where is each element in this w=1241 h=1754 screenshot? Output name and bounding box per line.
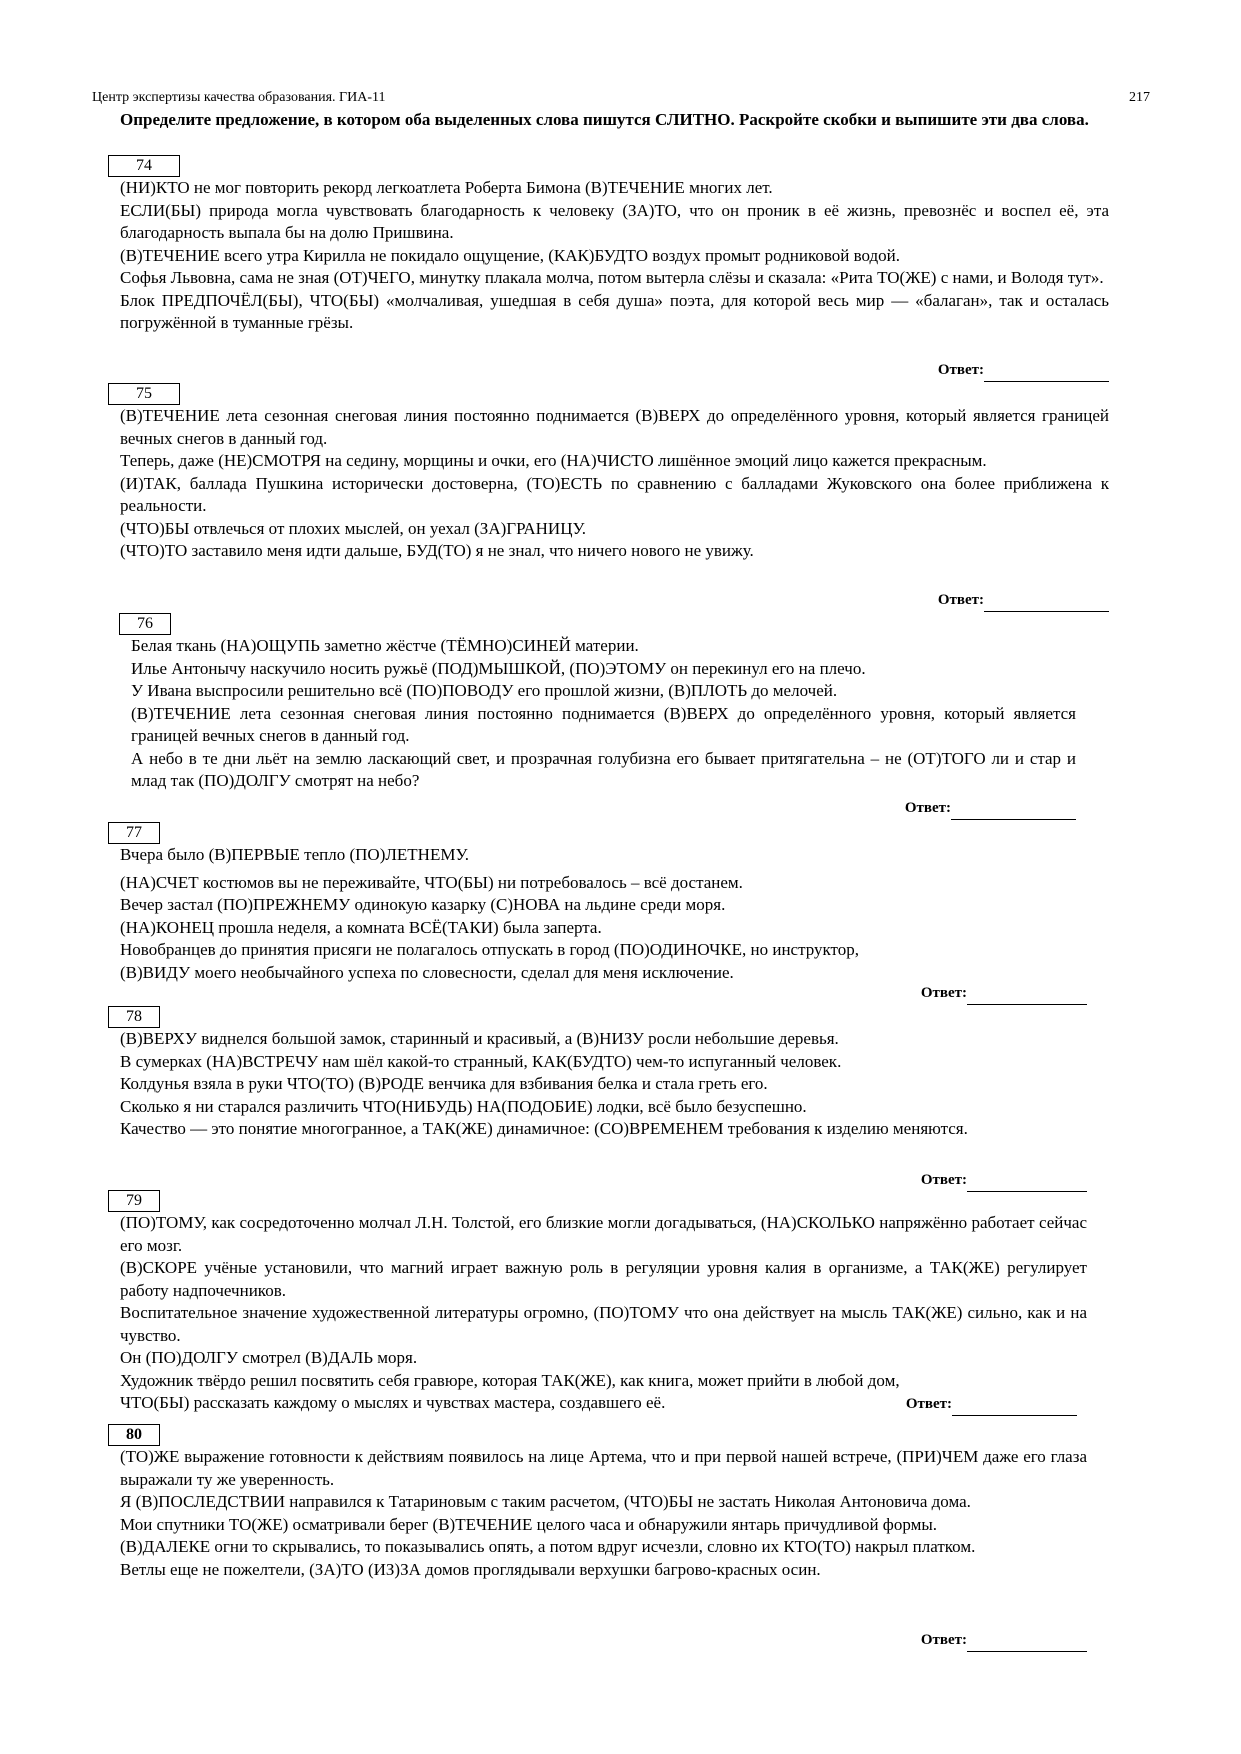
task-75 xyxy=(120,383,1109,608)
task-number: 74 xyxy=(108,155,180,177)
task-74 xyxy=(120,155,1109,378)
answer-field[interactable] xyxy=(938,589,1109,612)
sentence: (НА)СЧЕТ костюмов вы не переживайте, ЧТО(БЫ) ни потребовалось – всё достанем. xyxy=(120,872,743,892)
sentence: Новобранцев до принятия присяги не полагалось отпускать в город (ПО)ОДИНОЧКЕ, но инструктор, xyxy=(120,940,860,959)
sentence: (ЧТО)ТО заставило меня идти дальше, БУД(ТО) я не знал, что ничего нового не увижу. xyxy=(120,541,754,560)
task-instruction: Определите предложение, в котором оба выделенных слова пишутся СЛИТНО. Раскройте скобки и выпишите эти два слова. xyxy=(120,110,1089,129)
sentence: А небо в те дни льёт на землю ласкающий свет, и прозрачная голубизна его бывает притягательна – не (ОТ)ТОГО ли и стар и млад так (ПО)ДОЛГУ смотрят на небо? xyxy=(131,748,1076,790)
task-79 xyxy=(120,1190,1087,1415)
answer-label: Ответ: xyxy=(905,1396,952,1412)
answer-label: Ответ: xyxy=(920,1172,967,1188)
answer-field[interactable] xyxy=(921,1629,1087,1652)
sentence: У Ивана выспросили решительно всё (ПО)ПОВОДУ его прошлой жизни, (В)ПЛОТЬ до мелочей. xyxy=(131,681,838,700)
answer-label: Ответ: xyxy=(937,592,984,608)
answer-label: Ответ: xyxy=(920,1632,967,1648)
sentence: (В)ТЕЧЕНИЕ лета сезонная снеговая линия постоянно поднимается (В)ВЕРХ до определённого уровня, который является границей вечных снегов в данный год. xyxy=(131,703,1076,745)
sentence: Художник твёрдо решил посвятить себя гравюре, которая ТАК(ЖЕ), как книга, может прийти в любой дом, xyxy=(120,1370,900,1390)
sentence: (В)ВИДУ моего необычайного успеха по словесности, сделал для меня исключение. xyxy=(120,962,734,982)
task-77 xyxy=(120,822,1087,1001)
sentence: Вчера было (В)ПЕРВЫЕ тепло (ПО)ЛЕТНЕМУ. xyxy=(120,845,469,864)
sentence: (В)ТЕЧЕНИЕ всего утра Кирилла не покидало ощущение, (КАК)БУДТО воздух промыт родниковой водой. xyxy=(120,245,901,265)
task-number: 77 xyxy=(108,822,160,844)
sentence: Блок ПРЕДПОЧЁЛ(БЫ), ЧТО(БЫ) «молчаливая, ушедшая в себя душа» поэта, для которой весь мир — «балаган», так и осталась погружённой в туманные грёзы. xyxy=(120,290,1109,332)
task-number: 76 xyxy=(119,613,171,635)
answer-field[interactable] xyxy=(938,359,1109,382)
task-78 xyxy=(120,1006,1087,1188)
answer-label: Ответ: xyxy=(937,362,984,378)
sentence: (В)ДАЛЕКЕ огни то скрывались, то показывались опять, а потом вдруг исчезли, словно их КТО(ТО) накрыл платком. xyxy=(120,1537,976,1556)
sentence: Качество — это понятие многогранное, а ТАК(ЖЕ) динамичное: (СО)ВРЕМЕНЕМ требования к изделию меняются. xyxy=(120,1119,968,1138)
sentence: (ПО)ТОМУ, как сосредоточенно молчал Л.Н. Толстой, его близкие могли догадываться, (НА)СКОЛЬКО напряжённо работает сейчас его мозг. xyxy=(120,1213,1087,1255)
answer-field[interactable] xyxy=(921,1169,1087,1192)
sentence: Я (В)ПОСЛЕДСТВИИ направился к Татариновым с таким расчетом, (ЧТО)БЫ не застать Николая Антоновича дома. xyxy=(120,1492,971,1511)
sentence: (ТО)ЖЕ выражение готовности к действиям появилось на лице Артема, что и при первой нашей встрече, (ПРИ)ЧЕМ даже его глаза выражали ту же уверенность. xyxy=(120,1447,1087,1489)
task-number: 80 xyxy=(108,1424,160,1446)
sentence: (ЧТО)БЫ отвлечься от плохих мыслей, он уехал (ЗА)ГРАНИЦУ. xyxy=(120,518,586,538)
answer-field[interactable] xyxy=(921,982,1087,1005)
sentence: (В)ВЕРХУ виднелся большой замок, старинный и красивый, а (В)НИЗУ росли небольшие деревья. xyxy=(120,1029,839,1048)
sentence: (В)СКОРЕ учёные установили, что магний играет важную роль в регуляции уровня калия в организме, а ТАК(ЖЕ) регулирует работу надпочечников. xyxy=(120,1258,1087,1300)
answer-label: Ответ: xyxy=(904,800,951,816)
sentence: Колдунья взяла в руки ЧТО(ТО) (В)РОДЕ венчика для взбивания белка и стала греть его. xyxy=(120,1074,768,1093)
sentence: (В)ТЕЧЕНИЕ лета сезонная снеговая линия постоянно поднимается (В)ВЕРХ до определённого уровня, который является границей вечных снегов в данный год. xyxy=(120,406,1109,448)
answer-field[interactable] xyxy=(905,797,1076,820)
task-80 xyxy=(120,1424,1087,1648)
sentence: Белая ткань (НА)ОЩУПЬ заметно жёстче (ТЁМНО)СИНЕЙ материи. xyxy=(131,636,639,655)
sentence: В сумерках (НА)ВСТРЕЧУ нам шёл какой-то странный, КАК(БУДТО) чем-то испуганный человек. xyxy=(120,1051,842,1071)
task-76 xyxy=(131,613,1076,816)
answer-field[interactable] xyxy=(906,1393,1077,1416)
answer-label: Ответ: xyxy=(920,985,967,1001)
sentence: Он (ПО)ДОЛГУ смотрел (В)ДАЛЬ моря. xyxy=(120,1348,418,1367)
task-number: 79 xyxy=(108,1190,160,1212)
header-title: Центр экспертизы качества образования. ГИА-11 xyxy=(92,90,386,105)
sentence: Сколько я ни старался различить ЧТО(НИБУДЬ) НА(ПОДОБИЕ) лодки, всё было безуспешно. xyxy=(120,1096,807,1116)
sentence: ЕСЛИ(БЫ) природа могла чувствовать благодарность к человеку (ЗА)ТО, что он проник в её жизнь, превознёс и воспел её, эта благодарность выпала бы на долю Пришвина. xyxy=(120,200,1109,242)
sentence: Илье Антонычу наскучило носить ружьё (ПОД)МЫШКОЙ, (ПО)ЭТОМУ он перекинул его на плечо. xyxy=(131,658,866,678)
sentence: (НА)КОНЕЦ прошла неделя, а комната ВСЁ(ТАКИ) была заперта. xyxy=(120,917,602,937)
sentence: Вечер застал (ПО)ПРЕЖНЕМУ одинокую казарку (С)НОВА на льдине среди моря. xyxy=(120,895,726,914)
sentence: Мои спутники ТО(ЖЕ) осматривали берег (В)ТЕЧЕНИЕ целого часа и обнаружили янтарь причудливой формы. xyxy=(120,1514,937,1534)
page-number: 217 xyxy=(1129,90,1150,105)
sentence: (НИ)КТО не мог повторить рекорд легкоатлета Роберта Бимона (В)ТЕЧЕНИЕ многих лет. xyxy=(120,178,773,197)
sentence: Теперь, даже (НЕ)СМОТРЯ на седину, морщины и очки, его (НА)ЧИСТО лишённое эмоций лицо кажется прекрасным. xyxy=(120,451,987,470)
task-number: 78 xyxy=(108,1006,160,1028)
sentence: Ветлы еще не пожелтели, (ЗА)ТО (ИЗ)ЗА домов проглядывали верхушки багрово-красных осин. xyxy=(120,1559,821,1579)
sentence: ЧТО(БЫ) рассказать каждому о мыслях и чувствах мастера, создавшего её. xyxy=(120,1393,666,1412)
sentence: Воспитательное значение художественной литературы огромно, (ПО)ТОМУ что она действует на мысль ТАК(ЖЕ) сильно, как и на чувство. xyxy=(120,1303,1087,1345)
task-number: 75 xyxy=(108,383,180,405)
sentence: Софья Львовна, сама не зная (ОТ)ЧЕГО, минутку плакала молча, потом вытерла слёзы и сказала: «Рита ТО(ЖЕ) с нами, и Володя тут». xyxy=(120,268,1104,287)
sentence: (И)ТАК, баллада Пушкина исторически достоверна, (ТО)ЕСТЬ по сравнению с балладами Жуковского она более приближена к реальности. xyxy=(120,473,1109,515)
